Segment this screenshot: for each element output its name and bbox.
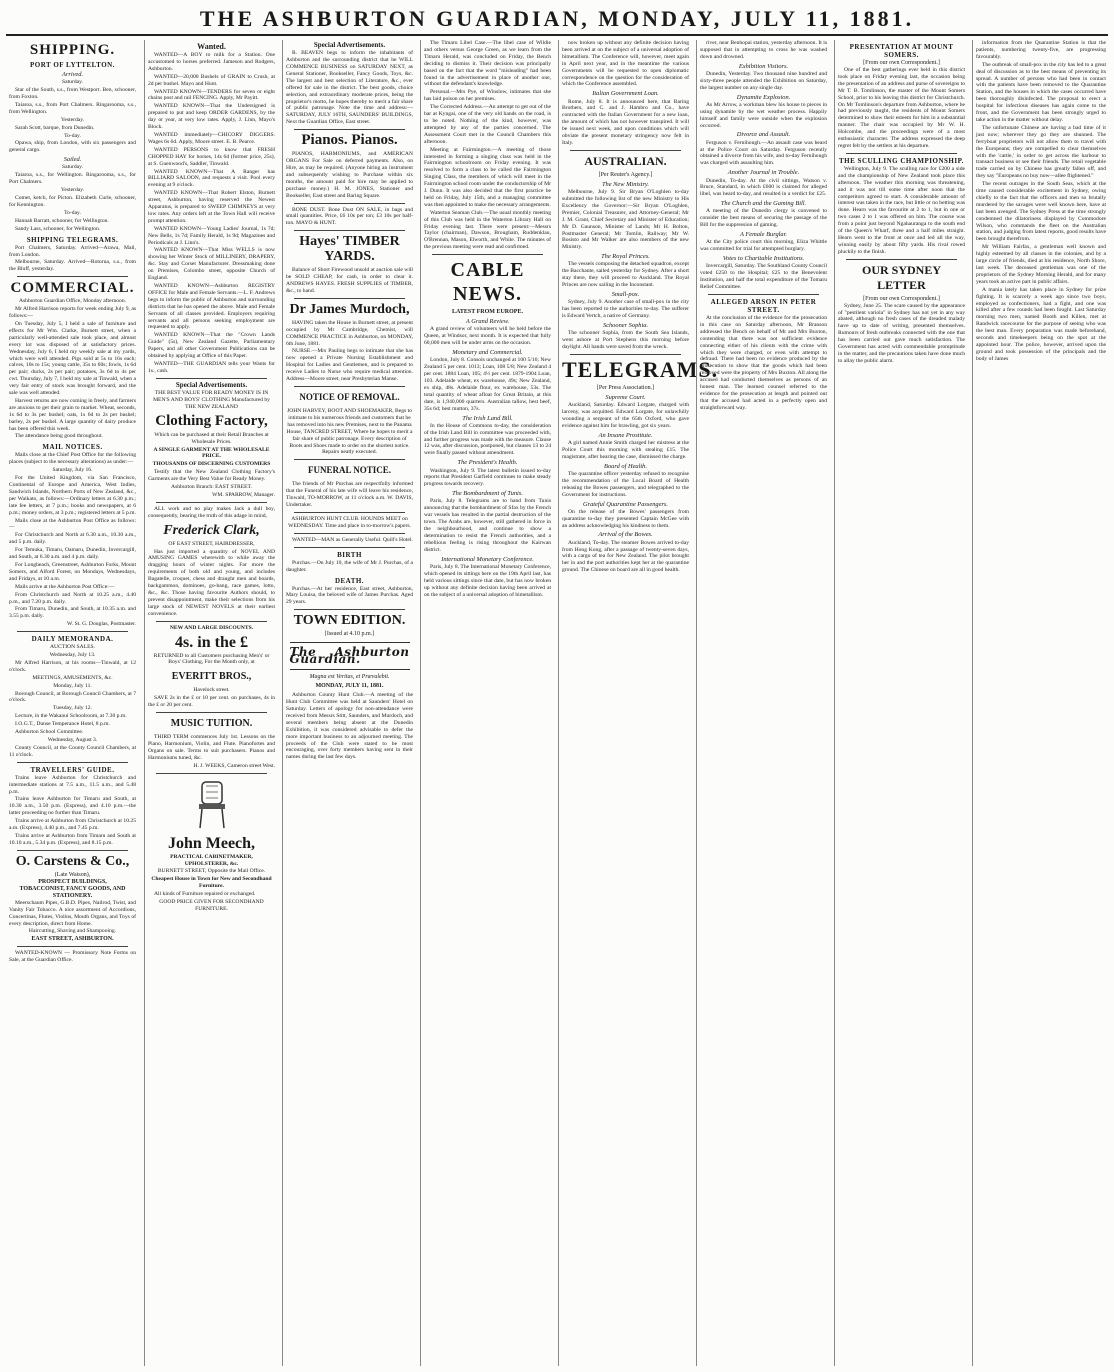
divider bbox=[17, 762, 128, 763]
arrived-line: Opawa, ship, from London, with six passengers and general cargo. bbox=[9, 140, 136, 154]
wanted-ad: WANTED KNOWN—That Robert Elston, Burnett street, Ashburton, having reserved the Newest Apparatus, is prepared to SWEEP CHIMNEYS at very low rates. Any orders left at the Town Hall will receive prompt attention. bbox=[148, 190, 275, 224]
arrived-line: Star of the South, s.s., from Westport. Ben, schooner, from Foxton. bbox=[9, 87, 136, 101]
traveller-line: Trains leave Ashburton for Christchurch and intermediate stations at 7.5 a.m., 11.5 a.m., and 5.48 p.m. bbox=[9, 774, 136, 795]
grateful-article: On the release of the Bowes' passengers from quarantine to-day they presented Captain McGee with an address acknowledging his kindness to them. bbox=[562, 508, 689, 529]
carstens-address: EAST STREET, ASHBURTON. bbox=[31, 936, 114, 943]
divider bbox=[294, 203, 405, 204]
divider bbox=[294, 230, 405, 231]
clothing-manager: WM. SPARROW, Manager. bbox=[212, 491, 275, 498]
ministry-article: Melbourne, July 9. Sir Bryan O'Loghlen to-day submitted the following list of the new Ministry to His Excellency the Governor:—Sir Bryan O'Loghlen, Premier, Colonial Treasurer, and Attorney-General; Mr J. M. Grant, Chief Secretary and Minister of Education; Mr D. Gaunson, Minister of Lands; Mr H. Bolton, Postmaster General; Mr Tomlin, Railway; Mr W. Bosisto and Mr Walker are also members of the new Ministry. bbox=[562, 189, 689, 251]
review-heading: A Grand Review. bbox=[465, 318, 510, 326]
hayes-ad: Balance of Short Firewood unsold at auction sale will be SOLD CHEAP, for cash, in order to clear it. ANDREWS HAYES. FRESH SUPPLIES of TIMBER, &c., to hand. bbox=[286, 267, 413, 294]
tunis-heading: The Bombardment of Tunis. bbox=[452, 490, 523, 498]
trouble-heading: Another Journal in Trouble. bbox=[727, 169, 800, 177]
mail-para: For Temuka, Timaru, Oamaru, Dunedin, Invercargill, and South, at 6.30 a.m. and 4 p.m. daily. bbox=[9, 547, 136, 561]
telegram-line: Melbourne, Saturday. Arrived—Rotorua, s.s., from the Bluff, yesterday. bbox=[9, 259, 136, 273]
clark-body: Has just imported a quantity of NOVEL AND AMUSING GAMES wherewith to while away the dragging hours of winter nights. Far more the requirements of both old and young, and includes Bagatelle, croquet, chess and draught men and boards, backgammon, dominoes, go-bang, race games, lotto, &c., &c. Those having favourite Authors should, to prevent disappointment, make their selections from his large stock of NEWEST NOVELS at their earliest convenience. bbox=[148, 548, 275, 617]
mail-para: Mails arrive at the Ashburton Post Office:— bbox=[15, 583, 115, 590]
burglar-heading: A Female Burglar. bbox=[739, 231, 788, 239]
press-line: [Per Press Association.] bbox=[596, 384, 655, 391]
removal-ad: JOHN HARVEY, BOOT AND SHOEMAKER, Begs to intimate to his numerous friends and customers that he has removed into his new Premises, next to the Panama House, TANCRED STREET, Where he hopes to merit a fair share of public patronage. Every description of Boots and Shoes made to order on the shortest notice. Repairs neatly executed. bbox=[286, 408, 413, 456]
divider bbox=[294, 609, 405, 610]
wanted-ad: WANTED KNOWN—That Miss WELLS is now showing her Winter Stock of MILLINERY, DRAPERY, &c. Stay and Corset Manufacturer. Dressmaking done on Premises, Colombo street, opposite Church of England. bbox=[148, 247, 275, 282]
everitt-price: 4s. in the £ bbox=[175, 633, 248, 651]
murdoch-ad: HAVING taken the House in Burnett street, at present occupied by Mr Cambridge, Chemist, will COMMENCE PRACTICE in Ashburton, on MONDAY, 6th June, 1881. bbox=[286, 319, 413, 347]
divider bbox=[294, 547, 405, 548]
divider bbox=[708, 294, 819, 295]
memo-line: I.O.G.T., Dunse Temperance Hotel, 8 p.m. bbox=[15, 721, 110, 728]
irish-article: In the House of Commons to-day, the consideration of the Irish Land Bill in committee was proceeded with, and further progress was made with the measure. Clause 12 was, after discussion, postponed, but clauses 13 to 24 were finally passed without amendment. bbox=[424, 422, 551, 457]
divider bbox=[17, 850, 128, 851]
shipping-heading: SHIPPING. bbox=[29, 42, 116, 58]
memo-line: Tuesday, July 12. bbox=[53, 705, 92, 712]
schooner-heading: Schooner Sophia. bbox=[602, 322, 649, 329]
town-edition-heading: TOWN EDITION. bbox=[293, 613, 406, 629]
mail-para: From Timaru, Dunedin, and South, at 10.35 a.m. and 3.55 p.m. daily. bbox=[9, 606, 136, 620]
clark-intro: ALL work and no play makes Jack a dull boy, consequently, bearing the truth of this adage in mind, bbox=[148, 505, 275, 519]
mail-heading: MAIL NOTICES. bbox=[42, 443, 103, 452]
arrived-line: Taiaroa, s.s., from Port Chalmers. Ringarooma, s.s., from Wellington. bbox=[9, 101, 136, 115]
sailed-line: Saturday. bbox=[62, 164, 83, 171]
masthead-title: THE ASHBURTON GUARDIAN, MONDAY, JULY 11, 1881. bbox=[199, 6, 915, 31]
clark-line: OF EAST STREET, HAIRDRESSER, bbox=[168, 540, 255, 547]
pianos-heading: Pianos. Pianos. bbox=[301, 132, 398, 149]
health-article: The quarantine officer yesterday refused to recognise the recommendation of the Local Board of Health releasing the Bowes passengers, and telegraphed to the Government for instructions. bbox=[562, 470, 689, 498]
everitt-name: EVERITT BROS., bbox=[171, 671, 252, 683]
wanted-ad: WANTED—A BOY to milk for a Station. One accustomed to horses preferred. Jameson and Rodgers, Ashburton. bbox=[148, 52, 275, 72]
beaven-ad: R. BEAVEN begs to inform the inhabitants of Ashburton and the surrounding district that he WILL COMMENCE BUSINESS on SATURDAY NEXT, as General Stationer, Bookseller, Fancy Goods, Toys, &c. The largest and best selection of Literature, &c., ever offered for sale in the district. The best goods, choice selection, and extraordinary moderate prices, being the proprietor's motto, he hopes thereby to merit a fair share of public patronage. Note the time and address:— SATURDAY, JULY 16TH, SAUNDERS' BUILDINGS, Next the Guardian Office, East street. bbox=[286, 50, 413, 126]
wanted-ad: WANTED KNOWN—TENDERS for seven or eight chains post and rail FENCING. Apply, Mr Payitt. bbox=[148, 88, 275, 102]
commercial-para: Mr Alfred Harrison reports for week ending July 9, as follows:— bbox=[9, 306, 136, 320]
wanted-ad: WANTED KNOWN—Ashburton REGISTRY OFFICE for Male and Female Servants.—L. F. Andrews begs to inform the public of Ashburton and surrounding districts that he has opened the above. Male and Female Servants of all classes provided. Employers requiring servants and all persons seeking employment are requested to apply. bbox=[148, 283, 275, 331]
mail-para: For Longbeach, Greenstreet, Ashburton Forks, Mount Somers, and Alford Forest, on Mondays, Wednesdays, and Fridays, at 10 a.m. bbox=[9, 561, 136, 582]
music-name: H. J. WEEKS, Cameron street West. bbox=[193, 762, 275, 769]
divider bbox=[156, 502, 267, 503]
royal-heading: The Royal Princes. bbox=[601, 253, 650, 261]
italian-heading: Italian Government Loan. bbox=[592, 90, 659, 98]
commercial-para: The attendance being good throughout. bbox=[15, 433, 103, 440]
sydney-para: Mr William Fairfax, a gentleman well known and highly esteemed by all classes in the colonies, and by a large circle of friends, died at his residence, North Shore, last week. The deceased gentleman was one of the proprietors of the Sydney Morning Herald, and for many years took an active part in public affairs. bbox=[976, 244, 1106, 285]
memo-line: Mr Alfred Harrison, at his rooms—Tinwald, at 12 o'clock. bbox=[9, 659, 136, 673]
masthead-rule bbox=[6, 34, 1108, 36]
memo-line: County Council, at the County Council Chambers, at 11 o'clock. bbox=[9, 744, 136, 758]
guardian-date: MONDAY, JULY 11, 1881. bbox=[315, 683, 384, 690]
presentation-article: One of the best gatherings ever held in this district took place on Friday evening last, the occasion being the presentation of an address and purse of sovereigns to Mr T. B. Tomlinson, the master of the Mount Somers School, prior to his leaving this district for Christchurch. On Mr Tomlinson's departure from Ashburton, where he had previously taught, the residents of Mount Somers determined to show their esteem for him in a substantial manner. The chair was occupied by Mr W. H. Holcombe, and the proceedings were of a most enthusiastic character. The address expressed the deep regret felt by the settlers at his departure. bbox=[838, 67, 965, 149]
column-6 bbox=[696, 40, 830, 1366]
drowning-cont: river, near Benhopai station, yesterday afternoon. It is supposed that in attempting to cross he was washed down and drowned. bbox=[700, 40, 827, 60]
australian-heading: AUSTRALIAN. bbox=[584, 153, 667, 168]
divider bbox=[294, 459, 405, 460]
memo-line: Wednesday, August 3. bbox=[47, 737, 98, 743]
ministry-heading: The New Ministry. bbox=[601, 180, 650, 188]
libel-article: The Timaru Libel Case.—The libel case of Wildie and others versus George Green, as we learn from the Timaru Herald, was concluded on Friday, the Bench deciding to dismiss it. Their decision was principally based on the fact that the word "misleading" had been found in the advertisement in place of another one, without the defendant's knowledge. bbox=[424, 40, 551, 88]
sailed-line: To-day. bbox=[64, 209, 81, 216]
hunt-ad: ASHBURTON HUNT CLUB. HOUNDS MEET on WEDNESDAY. Time and place in to-morrow's papers. bbox=[288, 515, 411, 529]
arrived-heading: Arrived. bbox=[61, 71, 84, 78]
fairmington-article: Meeting at Fairmington.—A meeting of those interested in forming a singing class was held in the Fairmington schoolroom on Friday evening. It was resolved to form a class to be called the Fairmington Singing Class, the members of which will meet in the Fairmington school room under the conductorship of Mr J. Dunn. It was also decided that the first practice be held on Friday, July 15th, and a managing committee was then appointed to make the necessary arrangements. bbox=[424, 146, 551, 208]
clothing-line: Testify that the New Zealand Clothing Factory's Garments are the Very Best Value for Ready Money. bbox=[148, 469, 275, 483]
arson-heading: ALLEGED ARSON IN PETER STREET. bbox=[710, 297, 817, 314]
bone-dust-ad: BONE DUST. Bone Dust ON SALE, in bags and small quantities. Price, £6 10s per ton; £3 10s per half-ton. MAYO & HUNT. bbox=[286, 206, 413, 227]
divider bbox=[294, 386, 405, 387]
travellers-guide-heading: TRAVELLERS' GUIDE. bbox=[30, 765, 115, 774]
wanted-ad: WANTED—THE GUARDIAN tells your Wants for 1s., cash. bbox=[148, 360, 275, 374]
mail-para: For the United Kingdom, via San Francisco, Continental of Europe and America, West Indies, Sandwich Islands, Northern Ports of New Zealand, &c., per Waikato, as follows:—Ordinary letters at 6.30 p.m.; late fee letters, at 7 p.m.; books and newspapers, at 6 p.m.; money orders, at 3 p.m.; registered letters at 5 p.m. bbox=[9, 475, 136, 516]
arrived-line: Sarah Scott, barque, from Dunedin. bbox=[15, 124, 95, 131]
divider bbox=[294, 129, 405, 130]
clothing-intro: THE BEST VALUE FOR READY MONEY IS IN MEN'S AND BOYS' CLOTHING Manufactured by THE NEW ZEALAND bbox=[153, 389, 270, 410]
sydney-para: The outbreak of small-pox in the city has led to a great deal of discussion as to the best means of preventing its spread. A number of persons who had been in contact with the patients have been removed to the Quarantine Station, and the houses in which the cases occurred have been thoroughly disinfected. The proposal to erect a hospital for infectious diseases has again come to the front, and the Government has been strongly urged to take action in the matter without delay. bbox=[976, 61, 1106, 123]
insane-article: A girl named Annie Smith charged her mistress at the Police Court this morning with stealing £15. The magistrate, after hearing the case, dismissed the charge. bbox=[562, 439, 689, 460]
divider bbox=[17, 946, 128, 947]
clothing-line: A SINGLE GARMENT AT THE WHOLESALE PRICE. bbox=[153, 446, 270, 460]
cable-news-heading: CABLE NEWS. bbox=[450, 259, 525, 306]
commercial-para: Ashburton Guardian Office, Monday afternoon. bbox=[18, 298, 127, 305]
smallpox-heading: Small-pox. bbox=[611, 291, 640, 299]
president-heading: The President's Health. bbox=[457, 459, 518, 467]
wanted-ad: WANTED immediately—CHICORY DIGGERS. Wages 6s 6d. Apply, Moore street. E. B. Pearce. bbox=[148, 131, 275, 145]
column-1 bbox=[6, 40, 139, 1366]
arrived-line: Yesterday. bbox=[60, 116, 85, 123]
personal-article: Personal.—Mrs Pye, of Winslow, intimates that she has laid poison on her premises. bbox=[424, 89, 551, 103]
everitt-body: RETURNED to all Customers purchasing Men's' or Boys' Clothing, For the Month only, at bbox=[153, 652, 270, 666]
trouble-article: Dunedin, To-day. At the civil sittings, Watson v. Bruce, Standard, in which £600 is claimed for alleged libel, was heard to-day, and resulted in a verdict for £25. bbox=[700, 177, 827, 198]
divider bbox=[294, 512, 405, 513]
traveller-line: Trains leave Ashburton for Timaru and South, at 10.30 a.m., 3.50 p.m. (Express), and 4.10 p.m.—the latter proceeding no further than Timaru. bbox=[9, 796, 136, 817]
arrival-article: Auckland, To-day. The steamer Bowes arrived to-day from Hong Kong, after a passage of twenty-seven days, with a cargo of tea for New Zealand. The pilot brought her in and the port authorities kept her at the quarantine ground. The Chinese on board are all in good health. bbox=[562, 539, 689, 574]
divider bbox=[294, 533, 405, 534]
wanted-ad: WANTED—20,000 Bushels of GRAIN to Crush, at 2d per bushel. Mayo and Hunt. bbox=[148, 73, 275, 87]
commercial-para: Harvest returns are now coming in freely, and farmers are anxious to get their grain to market. Wheat, seconds, 1s 6d to 3s per bushel; oats, 1s 6d to 2s per bushel; barley, 2s per bushel. A large quantity of dairy produce has been offered this week. bbox=[9, 397, 136, 432]
monetary-heading: Monetary and Commercial. bbox=[452, 349, 523, 357]
wanted-ad: WANTED KNOWN—That the Undersigned is prepared to put and keep ORDER GARDENS, by the day or year, at very low rates. Apply, J. Linn, Mayo's Block. bbox=[148, 103, 275, 131]
daily-memoranda-heading: DAILY MEMORANDA. bbox=[31, 635, 114, 644]
mail-para: From Christchurch and North at 10.25 a.m., 4.40 p.m., and 7.20 p.m. daily. bbox=[9, 591, 136, 605]
birth-notice: Purchas.—On July 10, the wife of Mr J. Purchas, of a daughter. bbox=[286, 559, 413, 573]
mail-para: For Christchurch and North at 6.30 a.m., 10.30 a.m., and 5 p.m. daily. bbox=[9, 532, 136, 546]
funeral-heading: FUNERAL NOTICE. bbox=[307, 465, 391, 476]
court-article: Auckland, Saturday. Edward Lorgate, charged with larceny, was acquitted. Edward Lorgate, for unlawfully wounding a sergeant of the 65th Oxford, who gave evidence against him for brawling, got six years. bbox=[562, 402, 689, 429]
divider bbox=[846, 259, 957, 260]
memo-line: MEETINGS, AMUSEMENTS, &c. bbox=[32, 674, 113, 681]
column-7 bbox=[834, 40, 968, 1366]
divider bbox=[570, 354, 681, 355]
sailed-line: Sandy Lass, schooner, for Wellington. bbox=[15, 225, 101, 232]
music-body: THIRD TERM commences July 1st. Lessons on the Piano, Harmonium, Violin, and Flute. Pianofortes and Organs on sale. Terms to suit purchasers. Pianos and Harmoniums tuned, &c. bbox=[148, 734, 275, 761]
court-heading: Supreme Court. bbox=[605, 393, 646, 401]
meech-name: John Meech, bbox=[167, 834, 256, 852]
funeral-ad: The friends of Mr Purchas are respectfully informed that the Funeral of his late wife will leave his residence, Tinwald, TO-MORROW, at 11 o'clock a.m. W. DAVIS, Undertaker. bbox=[286, 481, 413, 509]
traveller-line: Trains arrive at Ashburton from Timaru and South at 10.10 a.m., 5.34 p.m. (Express), and 8.15 p.m. bbox=[9, 832, 136, 846]
clark-name: Frederick Clark, bbox=[163, 522, 260, 538]
divorce-heading: Divorce and Assault. bbox=[736, 131, 791, 139]
commercial-heading: COMMERCIAL. bbox=[10, 280, 135, 297]
schooner-article: The schooner Sophia, from the South Sea Islands, went ashore at Port Stephens this morning before daylight. All hands were saved from the wreck. bbox=[562, 330, 689, 351]
memo-line: Borough Council, at Borough Council Chambers, at 7 o'clock. bbox=[9, 690, 136, 704]
removal-heading: NOTICE OF REMOVAL. bbox=[299, 392, 400, 403]
monetary-article: London, July 8. Consols unchanged at 100 5/16; New Zealand 5 per cent. 1013; Loan, 108 5/8; New Zealand 4 per cent. 1884 Loan, 105; 4½ per cent. 1879-1904 Loan, 103. Adelaide wheat, ex warehouse, 49s; New Zealand, ex ship, 48s. Adelaide flour, ex warehouse, 53s. The total quantity of wheat afloat for Great Britain, at this date, is 1,940,000 quarters. Australian tallow, best beef, 35s 6d; best mutton, 37s. bbox=[424, 357, 551, 412]
guardian-logo: The Ashburton Guardian. bbox=[290, 642, 410, 670]
meech-body: All kinds of Furniture repaired or exchanged. bbox=[154, 891, 256, 898]
wanted-heading: Wanted. bbox=[197, 42, 226, 51]
insane-heading: An Insane Prostitute. bbox=[598, 431, 653, 439]
wanted-ad: WANTED PERSONS to know that FRESH CHOPPED HAY for horses, 14s 6d (former price, 25s), at S. Guenwood's, Saddler, Tinwald. bbox=[148, 146, 275, 167]
irish-heading: The Irish Land Bill. bbox=[462, 414, 513, 422]
votes-heading: Votes to Charitable Institutions. bbox=[722, 255, 805, 263]
mail-para: Mails close at the Ashburton Post Office as follows:— bbox=[9, 517, 136, 531]
divider bbox=[156, 773, 267, 774]
gaming-article: A meeting of the Dunedin clergy is convened to consider the best means of securing the passage of the Bill for the suppression of gaming. bbox=[700, 208, 827, 229]
arson-article: At the conclusion of the evidence for the prosecution in this case on Saturday afternoon, Mr Branson addressed the Bench on behalf of Mr and Mrs Buxton, contending that there was not sufficient evidence connecting either of his clients with the crime with which they were charged, or even with attempt to defraud. There had been no evidence produced by the prosecution to show that the goods which had been removed were the property of Mrs Buxton. All along the accused had conducted themselves as persons of an honest man. The learned counsel referred to the evidence for the prosecution at length and pointed out that the accused had acted in a perfectly open and straightforward way. bbox=[700, 314, 827, 411]
divider bbox=[570, 150, 681, 151]
burglar-article: At the City police court this morning, Eliza Whittle was committed for trial for attempted burglary. bbox=[700, 239, 827, 253]
memo-line: Monday, July 11. bbox=[53, 682, 92, 689]
shipping-telegrams-heading: SHIPPING TELEGRAMS. bbox=[26, 235, 119, 244]
divider bbox=[432, 254, 543, 255]
clothing-branch: Ashburton Branch: EAST STREET. bbox=[171, 484, 252, 491]
commercial-para: On Tuesday, July 5, I held a sale of furniture and effects for Mr Wm. Clarke, Burnett street, when a particularly well-attended sale took place, and almost every lot was disposed of at satisfactory prices. Wednesday, July 6, I held my weekly sale at my yards, which were well attended. Pigs sold at 5s to 16s each; calves, 10s to 15s; young cattle, 35s to 60s; fowls, 1s 6d per pair; ducks, 2s per pair; potatoes, 3s 6d to 4s per cwt. Thursday, July 7, I held my sale at Tinwald, when a very fair entry of stock was brought forward, and the sale was well attended. bbox=[9, 320, 136, 397]
wanted-ad: WANTED KNOWN—That A Ranger has BILLIARD SALOON, and requests a visit. Pool every evening at 9 o'clock. bbox=[148, 168, 275, 189]
sydney-article: Sydney, June 25. The scare caused by the appearance of "pestilent variola" in Sydney has not yet in any way abated, although no fresh cases of the dreaded malady have up to date of writing, presented themselves. Rumours of fresh outbreaks connected with the one that has been carried out gave much satisfaction. The Government has acted with commendable promptitude in the matter, and the precautions taken have done much to allay the public alarm. bbox=[838, 302, 965, 364]
divorce-article: Ferguson v. Fernihough.—An assault case was heard at the Police Court on Saturday. Ferguson recently obtained a divorce from his wife, and to-day Fernihough was charged with assaulting him. bbox=[700, 139, 827, 167]
agency-line: [Per Reuter's Agency.] bbox=[598, 171, 653, 178]
mail-para: Mails close at the Chief Post Office for the following places (subject to the necessary alterations) as under:— bbox=[9, 452, 136, 466]
carstens-trade: TOBACCONIST, FANCY GOODS, AND STATIONERY. bbox=[19, 885, 126, 899]
conference-cont: now broken up without any definite decision having been arrived at on the subject of a universal adoption of bimetallism. The Conference will, however, meet again in April next year, and in the meantime the various Governments will be requested to open diplomatic correspondence on the question for the consideration of which the Conference assembled. bbox=[562, 40, 689, 88]
murdoch-heading: Dr James Murdoch, bbox=[289, 301, 410, 317]
divider bbox=[17, 276, 128, 277]
carstens-body: Meerschaum Pipes, G.B.D. Pipes, Nailrod, Twist, and Vanity Fair Tobacco. A nice assortment of Accordions, Concertinas, Flutes, Violins, Mouth Organs, and Toys of every description, direct from Home. bbox=[9, 899, 136, 927]
gaming-heading: The Church and the Gaming Bill. bbox=[720, 200, 807, 208]
everitt-save: SAVE 2s in the £ or 10 per cent. on purchases, 4s in the £ or 20 per cent. bbox=[148, 695, 275, 709]
carstens-buildings: PROSPECT BUILDINGS, bbox=[38, 878, 107, 885]
divider bbox=[846, 153, 957, 154]
sydney-para: A mania lately has taken place in Sydney for prize fighting. It is scarcely a week ago since two boys, employed as confectioners, had a fight, and one was killed after a few rounds had been fought. Last Saturday morning two men, named Booth and Killen, met at Randwick racecourse for the purpose of seeing who was the best man. Every preparation was made beforehand, seconds and timekeepers being on the spot at the appointed hour. The police, however, arrived upon the ground and took possession of the principals and the body of James bbox=[976, 286, 1106, 362]
meech-given: GOOD PRICE GIVEN FOR SECONDHAND FURNITURE. bbox=[159, 899, 264, 912]
sculling-heading: THE SCULLING CHAMPIONSHIP. bbox=[839, 156, 964, 165]
special-ads-heading: Special Advertisements. bbox=[175, 380, 248, 389]
everitt-intro: NEW AND LARGE DISCOUNTS. bbox=[169, 624, 254, 631]
nurse-ad: NURSE.—Mrs Pauling begs to intimate that she has now opened a Private Nursing Establishment and Hospital for Ladies and Gentlemen, and is prepared to receive Ladies to Nurse who require medical attention. Address—Moore street, near Presbyterian Manse. bbox=[286, 348, 413, 383]
clothing-factory-name: Clothing Factory, bbox=[155, 412, 268, 429]
carstens-name: O. Carstens & Co., bbox=[15, 853, 130, 869]
divider bbox=[156, 378, 267, 379]
telegrams-heading: TELEGRAMS. bbox=[562, 356, 719, 382]
carstens-hair: Haircutting, Shaving and Shampooing. bbox=[28, 928, 117, 935]
conference-heading: International Monetary Conference. bbox=[441, 555, 534, 563]
column-4 bbox=[420, 40, 554, 1366]
column-5 bbox=[558, 40, 719, 1366]
birth-heading: BIRTH bbox=[337, 550, 362, 559]
arrived-line: To-day. bbox=[64, 132, 81, 139]
clothing-line: Which can be purchased at their Retail Branches at Wholesale Prices. bbox=[154, 431, 269, 445]
sculling-article: Wellington, July 9. The sculling race for £200 a side and the championship of New Zealand took place this afternoon. The weather this morning was threatening, and it was not till some time after noon that the competitors agreed to start. A considerable amount of interest was taken in the race, but little or no betting was done. Hearn was the favourite at 2 to 1, but in one or two cases 2 to 1 was offered on him. The course was from a point just beyond Ngahauranga to the south end of the Queen's Wharf, three and a half miles straight. Hearn went to the front at once and led all the way, winning easily by about fifty yards. His rival rowed pluckily to the finish. bbox=[838, 165, 965, 255]
column-8 bbox=[972, 40, 1109, 1366]
guardian-motto: Magna est Veritas, et Prævalebit. bbox=[309, 674, 390, 681]
sydney-cont: information from the Quarantine Station is that the patients, numbering twenty-five, are progressing favourably. bbox=[976, 40, 1106, 60]
memo-line: AUCTION SALES. bbox=[49, 644, 96, 651]
attempt-article: The Corrected Address.—An attempt to get out of the bar at Kyngai, one of the very old hands on the road, is to be noted. Nothing of the kind, however, was attempted by any of the parties concerned. The Assessment Court met in the Council Chambers this afternoon. bbox=[424, 104, 551, 145]
divider bbox=[156, 621, 267, 622]
music-heading: MUSIC TUITION. bbox=[170, 718, 253, 730]
hunt-club-article: Ashburton County Hunt Club.—A meeting of the Hunt Club Committee was held at Saunders' Hotel on Saturday. Letters of apology for non-attendance were received from Messrs Stitt, Saunders, and Murdoch, and several members being absent at the Dunedin Exhibition, it was considered advisable to defer the more important business to an adjourned meeting. The proceeds of the Club were stated to be most encouraging, over forty members having sent in their names during the last few days. bbox=[286, 692, 413, 761]
smallpox-article: Sydney, July 9. Another case of small-pox in the city has been reported to the authorities to-day. The sufferer is Edward Vertch, a native of Germany. bbox=[562, 299, 689, 320]
presentation-sub: [From our own Correspondent.] bbox=[863, 60, 940, 66]
sailed-line: Comet, ketch, for Picton. Elizabeth Curle, schooner, for Kennington. bbox=[9, 195, 136, 208]
grateful-heading: Grateful Quarantine Passengers. bbox=[582, 500, 669, 508]
wanted-ad: WANTED KNOWN—Young Ladies' Journal, 1s 7d; New Bells, 1s 7d; Family Herald, 1s 9d; Magazines and Periodicals at J. Linn's. bbox=[148, 225, 275, 246]
sailed-line: Taiaroa, s.s., for Wellington. Ringarooma, s.s., for Port Chalmers. bbox=[9, 172, 136, 186]
exhibition-article: Dunedin, Yesterday. Two thousand nine hundred and sixty-three people attended the Exhibition on Saturday, the largest number on any single day. bbox=[700, 70, 827, 91]
memo-line: Wednesday, July 13. bbox=[49, 652, 96, 659]
divider bbox=[294, 298, 405, 299]
italian-article: Rome, July 8. It is announced here, that Baring Brothers, and C. and J. Hambro and Co., have contracted with the Italian Government for a new loan, the amount of which has not however transpired. It will be issued next week, and upon conditions which will obviate the present monetary stringency now felt in Italy. bbox=[562, 98, 689, 146]
conference-article: Paris, July 8. The International Monetary Conference, which opened its sittings here on the 19th April last, has held various sittings since that date, but has now broken up without any definite decision having been arrived at on the subject of a universal adoption of bimetallism. bbox=[424, 563, 551, 598]
sailed-line: Hannah Barratt, schooner, for Wellington. bbox=[15, 217, 109, 224]
telegram-line: Port Chalmers, Saturday. Arrived—Arawa, Mail, from London. bbox=[9, 244, 136, 258]
exhibition-heading: Exhibition Visitors. bbox=[738, 62, 789, 70]
review-article: A grand review of volunteers will be held before the Queen, at Windsor, next month. It is expected that fully 60,000 men will be under arms on the occasion. bbox=[424, 326, 551, 347]
columns bbox=[6, 40, 1108, 1366]
meech-address: BURNETT STREET, Opposite the Mail Office. bbox=[157, 868, 266, 875]
sydney-para: The unfortunate Chinese are having a bad time of it just now; wherever they go they are shunned. The ferryboat proprietors will not allow them to travel with the Europeans; they are compelled to clear themselves with the 'cattle,' in order to get across the harbour to transact business or see their friends. The retail vegetable trade carried on by Chinese has greatly fallen off, and they say "Europeans no buy now—allee flightened." bbox=[976, 124, 1106, 180]
meech-cheap: Cheapest House in Town for New and Secondhand Furniture. bbox=[151, 876, 272, 890]
pianos-ad: PIANOS, HARMONIUMS, and AMERICAN ORGANS For Sale on deferred payments. Also, on Hire, as may be required. (Anyone hiring an instrument and subsequently wishing to Purchase within six months, the amount paid for hire may be applied to purchase money.) H. M. JONES, Stationer and Bookseller, East street and Baring Square. bbox=[286, 151, 413, 199]
town-edition-sub: [Issued at 4.10 p.m.] bbox=[324, 631, 375, 638]
memo-line: Ashburton School Committee. bbox=[15, 729, 84, 736]
column-3 bbox=[282, 40, 416, 1366]
divider bbox=[17, 631, 128, 632]
mail-para: W. St. G. Douglas, Postmaster. bbox=[67, 621, 136, 628]
port-heading: PORT OF LYTTELTON. bbox=[30, 61, 115, 69]
president-article: Washington, July 9. The latest bulletin issued to-day reports that President Garfield continues to make steady progress towards recovery. bbox=[424, 467, 551, 488]
wanted-man-ad: WANTED—MAN as Generally Useful. Quill's Hotel. bbox=[292, 536, 413, 543]
meech-trade: PRACTICAL CABINETMAKER, UPHOLSTERER, &c. bbox=[170, 853, 253, 867]
death-notice: Purchas.—At her residence, East street, Ashburton, Mary Louisa, the beloved wife of James Purchas. Aged 29 years. bbox=[286, 585, 413, 606]
arrival-heading: Arrival of the Bowes. bbox=[598, 531, 653, 539]
divider bbox=[156, 712, 267, 713]
wanted-promissory: WANTED-KNOWN — Promissory Note Forms on Sale, at the Guardian Office. bbox=[9, 950, 136, 964]
dynamite-heading: Dynamite Explosion. bbox=[736, 93, 791, 101]
memo-line: Lecture, in the Wakanui Schoolroom, at 7.30 p.m. bbox=[15, 713, 127, 720]
health-heading: Board of Health. bbox=[604, 462, 647, 470]
mail-para: Saturday, July 16. bbox=[52, 467, 93, 474]
tunis-article: Paris, July 8. Telegrams are to hand from Tunis announcing that the bombardment of Sfax by the French war vessels has resulted in the partial destruction of the town. The Arabs are, however, still gathered in force in the neighbourhood, and continue to show a determination to resist the French authorities, and a rebellious feeling is rising throughout the Kairwan district. bbox=[424, 498, 551, 553]
presentation-heading: PRESENTATION AT MOUNT SOMERS. bbox=[849, 43, 954, 59]
sailed-line: Yesterday. bbox=[60, 187, 85, 194]
column-2 bbox=[144, 40, 278, 1366]
special-ads-heading: Special Advertisements. bbox=[313, 41, 386, 49]
arrived-line: Saturday. bbox=[62, 79, 83, 86]
traveller-line: Trains arrive at Ashburton from Christchurch at 10.25 a.m. (Express), 4.40 p.m., and 7.45 p.m. bbox=[9, 818, 136, 832]
hayes-heading: Hayes' TIMBER YARDS. bbox=[299, 234, 400, 265]
clothing-line: THOUSANDS OF DISCERNING CUSTOMERS bbox=[152, 461, 271, 468]
sydney-para: The recent outrages in the South Seas, which at the time caused considerable excitement in Sydney, owing chiefly to the fact that the officers and men so brutally murdered by the savages were well known here, have at last been avenged. The Sydney Press at the time strongly condemned the dilatoriness displayed by Commodore Wilson, who commands the fleet on the Australian station, and judging from latest reports, good results have been brought therefrom. bbox=[976, 181, 1106, 243]
sydney-letter-heading: OUR SYDNEY LETTER bbox=[861, 262, 941, 292]
royal-article: The vessels composing the detached squadron, except the Bacchante, sailed yesterday for Sydney. After a short stay there, they will proceed to Auckland. The Royal Princes are now sailing in the Inconstant. bbox=[562, 261, 689, 289]
sydney-sub: [From our own Correspondent.] bbox=[863, 295, 940, 302]
waterton-article: Waterton Seaman Club.—The usual monthly meeting of this Club was held in the Waterton Library Hall on Friday evening last. There were present:—Messrs Taylor (chairman), Dawson, Brougham, Ruddenklau, O'Brennan, Mason, Elworth, and White. The minutes of the previous meeting were read and confirmed. bbox=[424, 209, 551, 251]
everitt-address: Havelock street. bbox=[193, 687, 230, 694]
wanted-ad: WANTED KNOWN—That the "Crown Lands Guide" (5s), New Zealand Gazette, Parliamentary Papers, and all other Government Publications can be obtained by applying at Office of this Paper. bbox=[148, 332, 275, 360]
votes-article: Invercargill, Saturday. The Southland County Council voted £250 to the Hospital; £25 to the Benevolent Institution, and half the total expenditure of the Tomaru Relief Committee. bbox=[700, 263, 827, 291]
latest-europe: LATEST FROM EUROPE. bbox=[452, 309, 523, 316]
sailed-heading: Sailed. bbox=[63, 156, 82, 164]
carstens-late: (Late Watson), bbox=[54, 871, 91, 878]
death-heading: DEATH. bbox=[334, 576, 365, 585]
chair-icon bbox=[194, 780, 230, 830]
dynamite-article: As Mr Arrow, a workman blew his house to pieces in using dynamite by the wet weather process. Happily himself and family were outside when the explosion occurred. bbox=[700, 101, 827, 129]
